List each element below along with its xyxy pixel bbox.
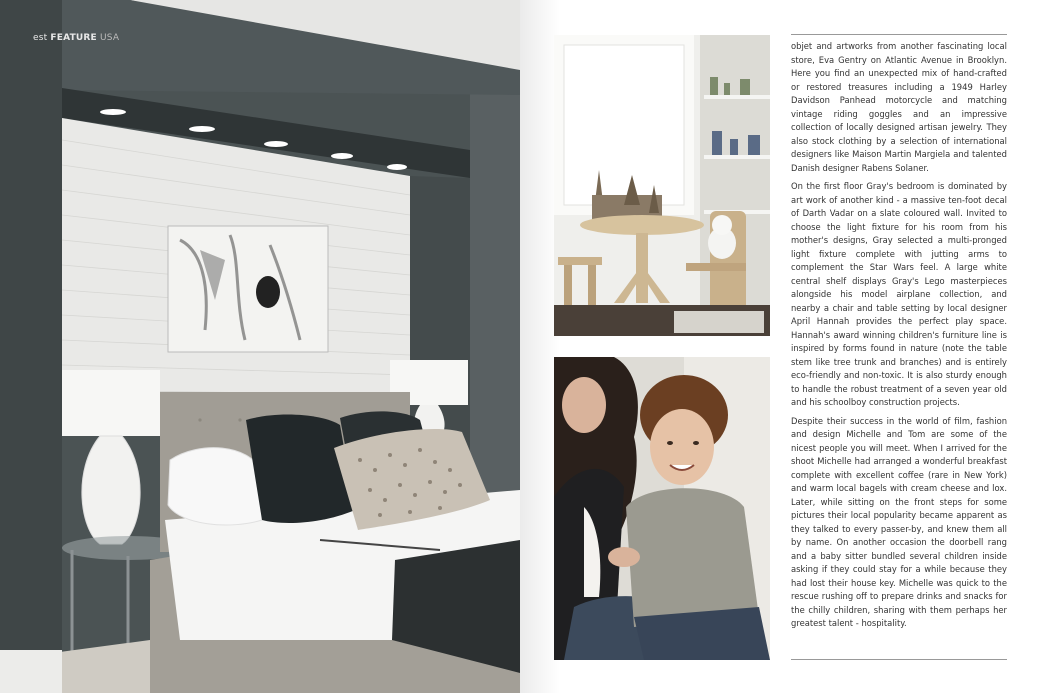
brand-logo: est (33, 33, 48, 43)
article-paragraph-1: objet and artworks from another fascinating local store, Eva Gentry on Atlantic Avenue in Brooklyn. Here you find an unexpected mix of hand-crafted or restored treasures including a 1949 Harley Davidson Panhead motorcycle and matching vintage riding goggles and an impressive collection of locally designed artisan jewelry. They also stock clothing by a selection of international designers like Maison Martin Margiela and talented Danish designer Rabens Solaner. (791, 41, 1007, 173)
bottom-rule (791, 659, 1007, 660)
top-rule (791, 34, 1007, 35)
article-paragraph-3: Despite their success in the world of film, fashion and design Michelle and Tom are some of the nicest people you will meet. When I arrived for the shoot Michelle had arranged a wonderful breakfast complete with excellent coffee (rare in New York) and warm local bagels with cream cheese and lox. Later, while sitting on the front steps for some pictures their local popularity became apparent as they talked to every passer-by, and knew them all by name. On another occasion the doorbell rang and a baby sitter bundled several children inside asking if they could stay for a while because they had lost their house key. Michelle was quick to the rescue rushing off to prepare drinks and snacks for the chilly children, sharing with them perhaps her greatest talent - hospitality. (791, 415, 1007, 628)
region-name: USA (99, 33, 120, 43)
mother-son-photo (554, 357, 770, 660)
portrait-illustration (554, 357, 770, 660)
section-header (33, 33, 119, 43)
section-name: FEATURE (50, 33, 97, 43)
playroom-photo (554, 35, 770, 336)
article-paragraph-2: On the first floor Gray's bedroom is dominated by art work of another kind - a massive ten-foot decal of Darth Vadar on a slate coloured wall. Invited to choose the light fixture for his room from his mother's designs, Gray selected a multi-pronged light fixture complete with jutting arms to complement the Star Wars feel. A large white central shelf displays Gray's Lego masterpieces alongside his model airplane collection, and nearby a chair and table setting by local designer April Hannah provides the perfect play space. Hannah's award winning children's furniture line is inspired by forms found in nature (note the table stem like tree trunk and branches) and is entirely eco-friendly and non-toxic. It is also sturdy enough to handle the robust treatment of a seven year old and his schoolboy construction projects. (791, 181, 1007, 407)
playroom-illustration (554, 35, 770, 336)
article-body (791, 40, 1007, 636)
